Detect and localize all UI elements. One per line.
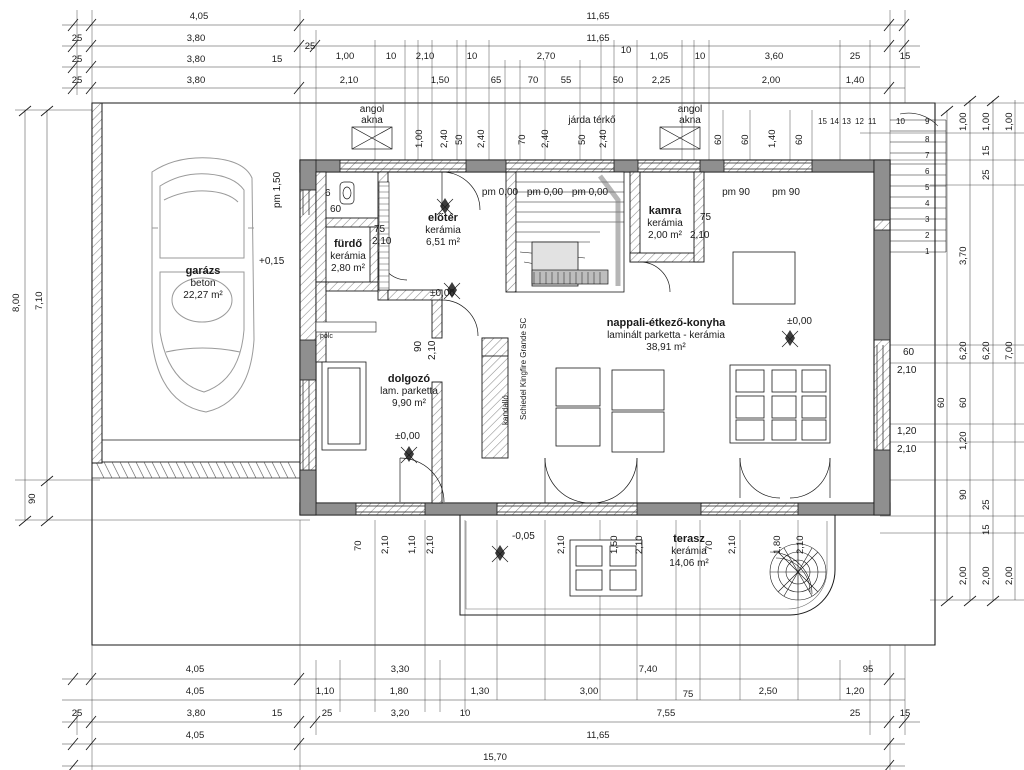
dim-right: 25	[981, 499, 992, 510]
room-name: előtér	[428, 212, 458, 224]
opening-dim: 2,10	[372, 236, 392, 247]
room-label-kamra	[647, 205, 683, 242]
room-area: 9,90 m²	[392, 398, 426, 409]
dim-bottom: 4,05	[185, 664, 205, 675]
dim-right: 1,00	[1004, 112, 1015, 131]
dim-bottom: 25	[849, 708, 861, 719]
stair-tread-number: 5	[925, 183, 930, 192]
room-material: kerámia	[647, 218, 683, 229]
dim-right: 2,00	[981, 566, 992, 585]
opening-label-pm-vertical: pm 1,50	[272, 171, 283, 208]
stair-tread-number: 12	[855, 117, 864, 126]
dim-top: 25	[71, 54, 83, 65]
room-material: kerámia	[671, 546, 707, 557]
dim-top: 10	[466, 51, 478, 62]
opening-dim: 6	[325, 188, 331, 199]
dim-top: 25	[71, 75, 83, 86]
dim-bottom-inner: 1,50	[609, 535, 620, 554]
dim-top: 2,10	[339, 75, 359, 86]
stair-tread-number: 14	[830, 117, 839, 126]
room-material: kerámia	[330, 251, 366, 262]
dim-top-small: 2,40	[476, 129, 487, 148]
dim-top: 2,70	[536, 51, 556, 62]
dim-left: 7,10	[34, 291, 45, 310]
dim-top: 11,65	[586, 11, 610, 22]
stair-tread-number: 1	[925, 247, 930, 256]
room-name: dolgozó	[387, 373, 431, 385]
room-area: 38,91 m²	[646, 342, 686, 353]
dim-right: 6,20	[981, 341, 992, 360]
dim-bottom-inner: 1,10	[407, 535, 418, 554]
dim-top: 2,00	[761, 75, 781, 86]
dim-bottom: 1,80	[389, 686, 409, 697]
dim-top: 25	[304, 41, 316, 52]
dim-right: 1,20	[958, 431, 969, 450]
room-material: beton	[190, 278, 216, 289]
dim-bottom-inner: 2,10	[380, 535, 391, 554]
dim-top: 55	[560, 75, 572, 86]
annotation-jarda-terko: járda térkő	[568, 115, 616, 126]
dim-top: 1,00	[335, 51, 355, 62]
dim-bottom-inner: 2,10	[795, 535, 806, 554]
dim-right: 2,00	[958, 566, 969, 585]
dim-top: 65	[490, 75, 502, 86]
room-name: fürdő	[333, 238, 363, 250]
dim-right: 2,00	[1004, 566, 1015, 585]
dim-top-small: 50	[577, 134, 588, 145]
dim-bottom: 7,40	[638, 664, 658, 675]
stair-tread-number: 8	[925, 135, 930, 144]
opening-dim: 60	[330, 204, 342, 215]
dim-bottom: 7,55	[656, 708, 676, 719]
dim-bottom-inner: 2,10	[556, 535, 567, 554]
level-mark: ±0,00	[430, 288, 455, 299]
stair-tread-number: 15	[818, 117, 827, 126]
stair-tread-number: 6	[925, 167, 930, 176]
dim-bottom: 75	[682, 689, 694, 700]
opening-label-pm: pm 0,00	[526, 187, 564, 198]
stair-tread-number: 7	[925, 151, 930, 160]
dim-bottom: 11,65	[586, 730, 610, 741]
annotation-polc: polc	[320, 333, 333, 340]
dim-right: 25	[981, 169, 992, 180]
dim-top: 2,25	[651, 75, 671, 86]
dim-top-small: 50	[454, 134, 465, 145]
dim-right: 15	[981, 145, 992, 156]
dim-bottom: 4,05	[185, 730, 205, 741]
level-mark: ±0,00	[395, 431, 420, 442]
dim-bottom: 95	[862, 664, 874, 675]
dim-top: 15	[899, 51, 911, 62]
opening-label-pm: pm 0,00	[481, 187, 519, 198]
dim-right: 3,70	[958, 246, 969, 265]
dim-top: 4,05	[189, 11, 209, 22]
opening-dim: 2,10	[897, 444, 917, 455]
dim-right: 1,00	[981, 112, 992, 131]
annotation-angol-akna-right-line1: angol	[677, 104, 703, 115]
annotation-angol-akna-left-line2: akna	[361, 115, 383, 126]
opening-dim: 2,10	[897, 365, 917, 376]
dim-top: 25	[71, 33, 83, 44]
dim-bottom: 2,50	[758, 686, 778, 697]
dim-top: 25	[849, 51, 861, 62]
dim-top: 1,05	[649, 51, 669, 62]
dim-bottom-inner: 1,80	[772, 535, 783, 554]
dim-bottom: 15	[271, 708, 283, 719]
dim-bottom-inner: 70	[353, 540, 364, 551]
dim-bottom-total: 15,70	[483, 752, 507, 763]
room-material: lam. parketta	[380, 386, 438, 397]
room-name: garázs	[185, 265, 221, 277]
dim-top: 3,80	[186, 33, 206, 44]
dim-bottom: 10	[459, 708, 471, 719]
dim-bottom-inner: 2,10	[425, 535, 436, 554]
dim-top: 50	[612, 75, 624, 86]
room-name: kamra	[648, 205, 682, 217]
room-label-furdo	[330, 238, 366, 275]
opening-label-pm: pm 0,00	[571, 187, 609, 198]
dim-top-small: 60	[740, 134, 751, 145]
stair-tread-number: 9	[925, 117, 930, 126]
dim-top-small: 60	[713, 134, 724, 145]
opening-dim: 75	[700, 212, 712, 223]
dim-right: 6,20	[958, 341, 969, 360]
dim-left: 90	[27, 493, 38, 504]
level-mark: +0,15	[259, 256, 285, 267]
dim-top-small: 2,40	[439, 129, 450, 148]
room-area: 2,00 m²	[648, 230, 682, 241]
dim-right: 90	[958, 489, 969, 500]
dim-bottom: 1,10	[315, 686, 335, 697]
dim-bottom: 4,05	[185, 686, 205, 697]
dim-top: 2,10	[415, 51, 435, 62]
room-label-nappali-etkezo-konyha	[607, 317, 726, 354]
stair-tread-number: 10	[896, 117, 905, 126]
room-label-dolgozo	[380, 373, 438, 410]
room-label-garazs	[183, 265, 222, 302]
opening-label-pm: pm 90	[722, 187, 750, 198]
room-area: 14,06 m²	[669, 558, 709, 569]
room-label-eloter	[425, 212, 461, 249]
room-area: 22,27 m²	[183, 290, 223, 301]
dim-right: 60	[936, 397, 947, 408]
stair-tread-number: 3	[925, 215, 930, 224]
level-mark: -0,05	[512, 531, 535, 542]
dim-top: 10	[620, 45, 632, 56]
opening-dim: 75	[374, 224, 386, 235]
stair-tread-number: 13	[842, 117, 851, 126]
dim-left: 8,00	[11, 293, 22, 312]
dim-top: 70	[527, 75, 539, 86]
opening-dim: 2,10	[690, 230, 710, 241]
dim-top: 1,50	[430, 75, 450, 86]
annotation-angol-akna-left-line1: angol	[359, 104, 385, 115]
dim-top: 10	[694, 51, 706, 62]
dim-top-small: 1,40	[767, 129, 778, 148]
room-material: kerámia	[425, 225, 461, 236]
dim-right: 60	[958, 397, 969, 408]
dim-top: 11,65	[586, 33, 610, 44]
dim-bottom: 1,30	[470, 686, 490, 697]
annotation-schiedel-kingfire: Schiedel Kingfire Grande SC	[519, 317, 528, 420]
opening-dim: 2,10	[427, 340, 438, 360]
room-area: 6,51 m²	[426, 237, 460, 248]
dim-bottom-inner: 2,10	[634, 535, 645, 554]
dim-top: 3,60	[764, 51, 784, 62]
stair-tread-number: 2	[925, 231, 930, 240]
room-name: nappali-étkező-konyha	[606, 317, 726, 329]
dim-top: 10	[385, 51, 397, 62]
dim-top-small: 1,00	[414, 129, 425, 148]
stair-tread-number: 11	[868, 117, 877, 126]
dim-right: 7,00	[1004, 341, 1015, 360]
dim-bottom: 3,00	[579, 686, 599, 697]
dim-top: 1,40	[845, 75, 865, 86]
dim-bottom: 3,20	[390, 708, 410, 719]
dim-bottom: 25	[71, 708, 83, 719]
dim-bottom: 15	[899, 708, 911, 719]
room-area: 2,80 m²	[331, 263, 365, 274]
dim-top-small: 60	[794, 134, 805, 145]
dim-top: 3,80	[186, 54, 206, 65]
dim-bottom: 25	[321, 708, 333, 719]
dim-bottom: 3,80	[186, 708, 206, 719]
level-mark: ±0,00	[787, 316, 812, 327]
room-material: laminált parketta - kerámia	[607, 330, 725, 341]
annotation-angol-akna-right-line2: akna	[679, 115, 701, 126]
dim-bottom-inner: 70	[704, 540, 715, 551]
dim-top-small: 70	[517, 134, 528, 145]
dim-right: 15	[981, 524, 992, 535]
annotation-kandallo: kandalló	[501, 395, 510, 425]
dim-top: 15	[271, 54, 283, 65]
opening-dim: 90	[413, 340, 424, 352]
room-label-terasz	[669, 533, 708, 570]
opening-dim: 1,20	[897, 426, 917, 437]
room-name: terasz	[673, 533, 705, 545]
opening-dim: 60	[903, 347, 915, 358]
dim-right: 1,00	[958, 112, 969, 131]
dim-top-small: 2,40	[598, 129, 609, 148]
dim-bottom-inner: 2,10	[727, 535, 738, 554]
opening-label-pm: pm 90	[772, 187, 800, 198]
dim-top-small: 2,40	[540, 129, 551, 148]
dim-bottom: 1,20	[845, 686, 865, 697]
stair-tread-number: 4	[925, 199, 930, 208]
dim-bottom: 3,30	[390, 664, 410, 675]
dim-top: 3,80	[186, 75, 206, 86]
